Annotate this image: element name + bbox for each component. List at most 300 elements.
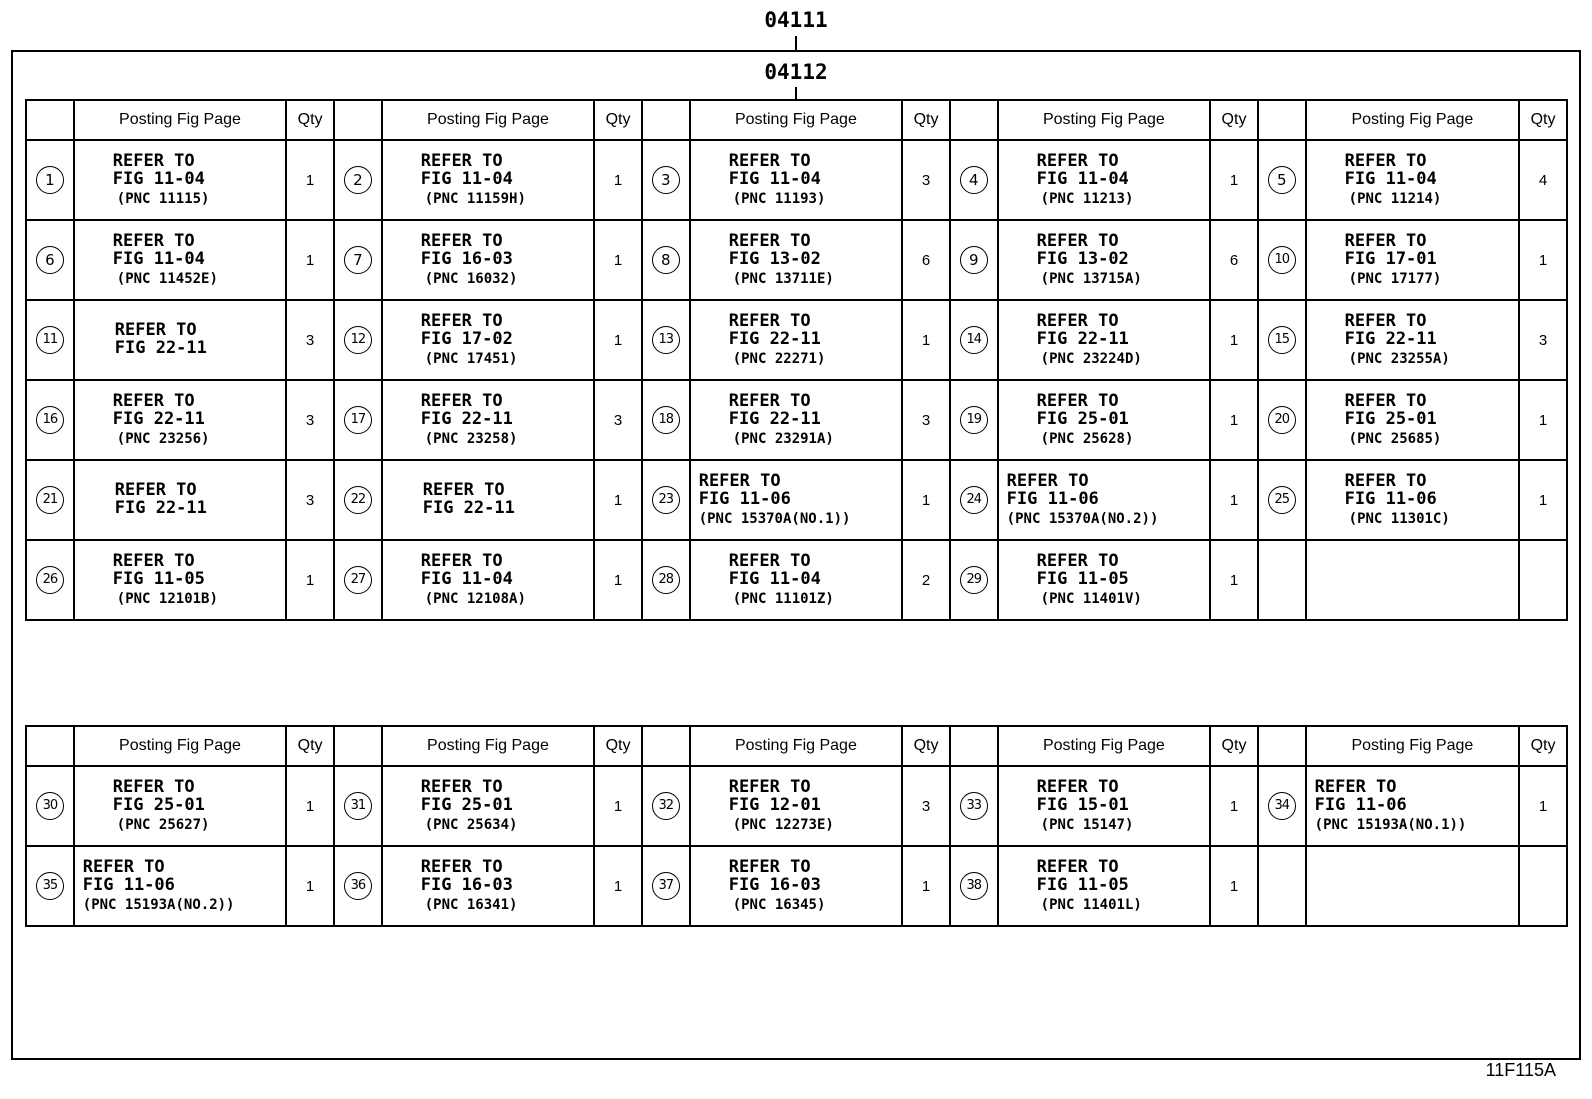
callout-number: 33: [960, 792, 988, 820]
callout-number: 26: [36, 566, 64, 594]
refer-to-text: REFER TO: [420, 857, 503, 878]
qty-cell: 1: [286, 846, 334, 926]
pnc-text: (PNC 23291A): [732, 431, 834, 447]
callout-cell: [950, 460, 998, 540]
callout-cell: [950, 140, 998, 220]
callout-number: 2: [344, 166, 372, 194]
reference-cell: [382, 540, 594, 620]
callout-number: 15: [1268, 326, 1296, 354]
callout-cell: [26, 540, 74, 620]
qty-cell: [1519, 846, 1567, 926]
table-row: [26, 220, 1567, 300]
callout-cell: [642, 460, 690, 540]
reference-cell: [74, 540, 286, 620]
fig-page-text: FIG 22-11: [728, 329, 821, 350]
callout-number: 14: [960, 326, 988, 354]
refer-to-text: REFER TO: [420, 231, 503, 252]
qty-cell: 1: [1519, 460, 1567, 540]
reference-cell: [690, 846, 902, 926]
callout-number: 7: [344, 246, 372, 274]
header-qty: Qty: [1210, 726, 1258, 766]
callout-number: 32: [652, 792, 680, 820]
qty-cell: 1: [286, 766, 334, 846]
header-row: [26, 726, 1567, 766]
callout-cell: [26, 140, 74, 220]
parts-table-1: [25, 99, 1568, 621]
table-row: [26, 300, 1567, 380]
fig-page-text: FIG 22-11: [420, 409, 513, 430]
callout-cell: [26, 220, 74, 300]
pnc-text: (PNC 15193A(NO.2)): [82, 897, 235, 913]
callout-number: 20: [1268, 406, 1296, 434]
refer-to-text: REFER TO: [114, 320, 197, 341]
callout-number: 30: [36, 792, 64, 820]
header-fig: Posting Fig Page: [74, 100, 286, 140]
qty-cell: 1: [1210, 540, 1258, 620]
qty-cell: 1: [1519, 766, 1567, 846]
callout-cell: [642, 380, 690, 460]
qty-cell: 1: [1210, 300, 1258, 380]
header-fig: Posting Fig Page: [1306, 100, 1519, 140]
refer-to-text: REFER TO: [112, 551, 195, 572]
callout-number: 9: [960, 246, 988, 274]
callout-cell: [334, 460, 382, 540]
qty-cell: 1: [902, 460, 950, 540]
fig-page-text: FIG 15-01: [1036, 795, 1129, 816]
header-blank: [26, 100, 74, 140]
pnc-text: (PNC 23258): [424, 431, 518, 447]
header-fig: Posting Fig Page: [1306, 726, 1519, 766]
fig-page-text: FIG 11-06: [1006, 489, 1099, 510]
refer-to-text: REFER TO: [114, 480, 197, 501]
callout-cell: [950, 220, 998, 300]
fig-page-text: FIG 11-06: [1314, 795, 1407, 816]
pnc-text: (PNC 11213): [1040, 191, 1134, 207]
header-blank: [1258, 726, 1306, 766]
qty-cell: 3: [594, 380, 642, 460]
fig-page-text: FIG 11-05: [112, 569, 205, 590]
fig-page-text: FIG 22-11: [1344, 329, 1437, 350]
pnc-text: (PNC 25627): [116, 817, 210, 833]
reference-cell: [382, 300, 594, 380]
pnc-text: (PNC 11214): [1348, 191, 1442, 207]
qty-cell: 3: [286, 300, 334, 380]
refer-to-text: REFER TO: [698, 471, 781, 492]
refer-to-text: REFER TO: [1036, 231, 1119, 252]
reference-cell: [74, 380, 286, 460]
refer-to-text: REFER TO: [112, 231, 195, 252]
callout-number: 8: [652, 246, 680, 274]
refer-to-text: REFER TO: [420, 391, 503, 412]
header-qty: Qty: [1519, 100, 1567, 140]
fig-page-text: FIG 11-06: [82, 875, 175, 896]
callout-cell: [26, 300, 74, 380]
reference-cell: [382, 140, 594, 220]
refer-to-text: REFER TO: [1036, 777, 1119, 798]
reference-cell: [74, 766, 286, 846]
qty-cell: 1: [1519, 220, 1567, 300]
callout-cell: [334, 766, 382, 846]
fig-page-text: FIG 13-02: [1036, 249, 1129, 270]
reference-cell: [690, 300, 902, 380]
header-fig: Posting Fig Page: [690, 726, 902, 766]
qty-cell: 3: [902, 766, 950, 846]
header-qty: Qty: [594, 726, 642, 766]
header-qty: Qty: [1210, 100, 1258, 140]
refer-to-text: REFER TO: [1344, 471, 1427, 492]
pnc-text: (PNC 23256): [116, 431, 210, 447]
reference-cell: [998, 220, 1210, 300]
callout-cell: [1258, 220, 1306, 300]
header-blank: [950, 726, 998, 766]
refer-to-text: REFER TO: [1036, 391, 1119, 412]
fig-page-text: FIG 22-11: [112, 409, 205, 430]
reference-cell: [382, 460, 594, 540]
callout-number: 35: [36, 872, 64, 900]
fig-page-text: FIG 11-04: [420, 569, 513, 590]
reference-cell: [1306, 846, 1519, 926]
refer-to-text: REFER TO: [1344, 311, 1427, 332]
refer-to-text: REFER TO: [728, 551, 811, 572]
header-blank: [642, 100, 690, 140]
qty-cell: 1: [594, 460, 642, 540]
table-row: [26, 380, 1567, 460]
reference-cell: [74, 220, 286, 300]
assembly-number-sub: 04112: [764, 60, 828, 84]
qty-cell: 1: [1210, 846, 1258, 926]
qty-cell: [1519, 540, 1567, 620]
fig-page-text: FIG 25-01: [420, 795, 513, 816]
fig-page-text: FIG 13-02: [728, 249, 821, 270]
refer-to-text: REFER TO: [1036, 551, 1119, 572]
callout-number: 36: [344, 872, 372, 900]
reference-cell: [1306, 380, 1519, 460]
reference-cell: [690, 140, 902, 220]
pnc-text: (PNC 25628): [1040, 431, 1134, 447]
fig-page-text: FIG 11-04: [1036, 169, 1129, 190]
reference-cell: [998, 140, 1210, 220]
pnc-text: (PNC 11401L): [1040, 897, 1142, 913]
callout-cell: [26, 766, 74, 846]
qty-cell: 1: [286, 540, 334, 620]
pnc-text: (PNC 11452E): [116, 271, 218, 287]
callout-cell: [1258, 540, 1306, 620]
fig-page-text: FIG 11-04: [1344, 169, 1437, 190]
pnc-text: (PNC 22271): [732, 351, 826, 367]
callout-cell: [642, 140, 690, 220]
pnc-text: (PNC 11101Z): [732, 591, 834, 607]
callout-cell: [642, 846, 690, 926]
refer-to-text: REFER TO: [728, 777, 811, 798]
pnc-text: (PNC 11301C): [1348, 511, 1450, 527]
pnc-text: (PNC 15370A(NO.1)): [698, 511, 851, 527]
refer-to-text: REFER TO: [1314, 777, 1397, 798]
qty-cell: 1: [594, 220, 642, 300]
reference-cell: [74, 846, 286, 926]
pnc-text: (PNC 12273E): [732, 817, 834, 833]
fig-page-text: FIG 17-01: [1344, 249, 1437, 270]
header-row: [26, 100, 1567, 140]
fig-page-text: FIG 25-01: [1036, 409, 1129, 430]
header-fig: Posting Fig Page: [998, 726, 1210, 766]
fig-page-text: FIG 22-11: [1036, 329, 1129, 350]
pnc-text: (PNC 16032): [424, 271, 518, 287]
refer-to-text: REFER TO: [1344, 391, 1427, 412]
callout-number: 17: [344, 406, 372, 434]
callout-number: 23: [652, 486, 680, 514]
reference-cell: [998, 766, 1210, 846]
reference-cell: [690, 460, 902, 540]
callout-cell: [642, 300, 690, 380]
pnc-text: (PNC 17177): [1348, 271, 1442, 287]
callout-cell: [950, 540, 998, 620]
refer-to-text: REFER TO: [420, 551, 503, 572]
pnc-text: (PNC 11115): [116, 191, 210, 207]
refer-to-text: REFER TO: [82, 857, 165, 878]
refer-to-text: REFER TO: [420, 311, 503, 332]
qty-cell: 3: [902, 140, 950, 220]
refer-to-text: REFER TO: [422, 480, 505, 501]
pnc-text: (PNC 15370A(NO.2)): [1006, 511, 1159, 527]
callout-number: 25: [1268, 486, 1296, 514]
pnc-text: (PNC 16345): [732, 897, 826, 913]
callout-number: 28: [652, 566, 680, 594]
callout-cell: [334, 380, 382, 460]
reference-cell: [382, 220, 594, 300]
header-blank: [1258, 100, 1306, 140]
callout-cell: [1258, 460, 1306, 540]
qty-cell: 3: [1519, 300, 1567, 380]
callout-cell: [26, 380, 74, 460]
fig-page-text: FIG 11-04: [728, 169, 821, 190]
callout-cell: [26, 460, 74, 540]
pnc-text: (PNC 11159H): [424, 191, 526, 207]
refer-to-text: REFER TO: [112, 391, 195, 412]
table-row: [26, 540, 1567, 620]
qty-cell: 3: [286, 460, 334, 540]
reference-cell: [998, 460, 1210, 540]
pnc-text: (PNC 12101B): [116, 591, 218, 607]
fig-page-text: FIG 25-01: [1344, 409, 1437, 430]
table-row: [26, 460, 1567, 540]
refer-to-text: REFER TO: [420, 777, 503, 798]
callout-cell: [1258, 766, 1306, 846]
qty-cell: 1: [286, 140, 334, 220]
callout-cell: [1258, 846, 1306, 926]
header-fig: Posting Fig Page: [74, 726, 286, 766]
qty-cell: 1: [594, 766, 642, 846]
refer-to-text: REFER TO: [1006, 471, 1089, 492]
callout-number: 4: [960, 166, 988, 194]
parts-table-2: [25, 725, 1568, 927]
fig-page-text: FIG 22-11: [422, 498, 515, 518]
fig-page-text: FIG 11-04: [112, 169, 205, 190]
qty-cell: 1: [1519, 380, 1567, 460]
fig-page-text: FIG 16-03: [728, 875, 821, 896]
callout-cell: [950, 846, 998, 926]
callout-number: 16: [36, 406, 64, 434]
callout-cell: [950, 766, 998, 846]
reference-cell: [382, 846, 594, 926]
callout-cell: [26, 846, 74, 926]
callout-number: 27: [344, 566, 372, 594]
qty-cell: 1: [1210, 380, 1258, 460]
qty-cell: 1: [594, 846, 642, 926]
qty-cell: 1: [594, 140, 642, 220]
qty-cell: 1: [1210, 460, 1258, 540]
callout-cell: [334, 300, 382, 380]
fig-page-text: FIG 12-01: [728, 795, 821, 816]
reference-cell: [382, 766, 594, 846]
callout-cell: [1258, 380, 1306, 460]
reference-cell: [690, 380, 902, 460]
callout-cell: [950, 380, 998, 460]
reference-cell: [690, 220, 902, 300]
fig-page-text: FIG 16-03: [420, 875, 513, 896]
qty-cell: 1: [902, 846, 950, 926]
qty-cell: 1: [286, 220, 334, 300]
fig-page-text: FIG 22-11: [728, 409, 821, 430]
qty-cell: 1: [594, 300, 642, 380]
header-fig: Posting Fig Page: [382, 100, 594, 140]
callout-number: 24: [960, 486, 988, 514]
reference-cell: [690, 766, 902, 846]
callout-cell: [1258, 300, 1306, 380]
refer-to-text: REFER TO: [728, 151, 811, 172]
callout-number: 29: [960, 566, 988, 594]
callout-number: 37: [652, 872, 680, 900]
callout-number: 18: [652, 406, 680, 434]
pnc-text: (PNC 23224D): [1040, 351, 1142, 367]
qty-cell: 6: [902, 220, 950, 300]
fig-page-text: FIG 11-05: [1036, 875, 1129, 896]
refer-to-text: REFER TO: [728, 857, 811, 878]
refer-to-text: REFER TO: [1036, 311, 1119, 332]
header-blank: [26, 726, 74, 766]
refer-to-text: REFER TO: [728, 311, 811, 332]
table-row: [26, 846, 1567, 926]
qty-cell: 2: [902, 540, 950, 620]
pnc-text: (PNC 11401V): [1040, 591, 1142, 607]
pnc-text: (PNC 23255A): [1348, 351, 1450, 367]
fig-page-text: FIG 25-01: [112, 795, 205, 816]
callout-number: 21: [36, 486, 64, 514]
qty-cell: 6: [1210, 220, 1258, 300]
reference-cell: [998, 380, 1210, 460]
callout-cell: [950, 300, 998, 380]
fig-page-text: FIG 11-06: [698, 489, 791, 510]
pnc-text: (PNC 15193A(NO.1)): [1314, 817, 1467, 833]
callout-number: 38: [960, 872, 988, 900]
qty-cell: 1: [902, 300, 950, 380]
drawing-code: 11F115A: [1485, 1060, 1556, 1080]
header-blank: [334, 100, 382, 140]
reference-cell: [998, 846, 1210, 926]
callout-number: 12: [344, 326, 372, 354]
refer-to-text: REFER TO: [728, 231, 811, 252]
table-row: [26, 766, 1567, 846]
fig-page-text: FIG 17-02: [420, 329, 513, 350]
refer-to-text: REFER TO: [1344, 231, 1427, 252]
qty-cell: 4: [1519, 140, 1567, 220]
refer-to-text: REFER TO: [1344, 151, 1427, 172]
callout-number: 34: [1268, 792, 1296, 820]
refer-to-text: REFER TO: [1036, 857, 1119, 878]
pnc-text: (PNC 25634): [424, 817, 518, 833]
callout-number: 22: [344, 486, 372, 514]
qty-cell: 1: [1210, 766, 1258, 846]
qty-cell: 1: [594, 540, 642, 620]
callout-cell: [1258, 140, 1306, 220]
fig-page-text: FIG 11-04: [420, 169, 513, 190]
callout-number: 19: [960, 406, 988, 434]
callout-number: 3: [652, 166, 680, 194]
fig-page-text: FIG 22-11: [114, 498, 207, 518]
header-blank: [642, 726, 690, 766]
pnc-text: (PNC 15147): [1040, 817, 1134, 833]
callout-number: 13: [652, 326, 680, 354]
reference-cell: [1306, 220, 1519, 300]
callout-cell: [334, 540, 382, 620]
header-qty: Qty: [286, 100, 334, 140]
reference-cell: [1306, 766, 1519, 846]
reference-cell: [1306, 460, 1519, 540]
reference-cell: [1306, 300, 1519, 380]
header-qty: Qty: [286, 726, 334, 766]
assembly-number-top: 04111: [764, 8, 828, 32]
header-blank: [950, 100, 998, 140]
fig-page-text: FIG 11-05: [1036, 569, 1129, 590]
qty-cell: 3: [286, 380, 334, 460]
callout-number: 31: [344, 792, 372, 820]
pnc-text: (PNC 13711E): [732, 271, 834, 287]
callout-cell: [642, 540, 690, 620]
table-row: [26, 140, 1567, 220]
reference-cell: [74, 140, 286, 220]
reference-cell: [1306, 140, 1519, 220]
refer-to-text: REFER TO: [112, 151, 195, 172]
header-qty: Qty: [902, 100, 950, 140]
header-fig: Posting Fig Page: [998, 100, 1210, 140]
header-qty: Qty: [902, 726, 950, 766]
header-qty: Qty: [1519, 726, 1567, 766]
pnc-text: (PNC 16341): [424, 897, 518, 913]
header-fig: Posting Fig Page: [382, 726, 594, 766]
pnc-text: (PNC 11193): [732, 191, 826, 207]
reference-cell: [74, 300, 286, 380]
pnc-text: (PNC 12108A): [424, 591, 526, 607]
fig-page-text: FIG 11-04: [728, 569, 821, 590]
fig-page-text: FIG 22-11: [114, 338, 207, 358]
refer-to-text: REFER TO: [728, 391, 811, 412]
reference-cell: [690, 540, 902, 620]
callout-cell: [334, 140, 382, 220]
callout-cell: [642, 766, 690, 846]
callout-number: 1: [36, 166, 64, 194]
fig-page-text: FIG 11-04: [112, 249, 205, 270]
callout-cell: [334, 846, 382, 926]
pnc-text: (PNC 13715A): [1040, 271, 1142, 287]
header-qty: Qty: [594, 100, 642, 140]
fig-page-text: FIG 11-06: [1344, 489, 1437, 510]
fig-page-text: FIG 16-03: [420, 249, 513, 270]
reference-cell: [74, 460, 286, 540]
qty-cell: 3: [902, 380, 950, 460]
callout-number: 11: [36, 326, 64, 354]
refer-to-text: REFER TO: [1036, 151, 1119, 172]
leader-line-top: [795, 36, 797, 50]
callout-number: 6: [36, 246, 64, 274]
